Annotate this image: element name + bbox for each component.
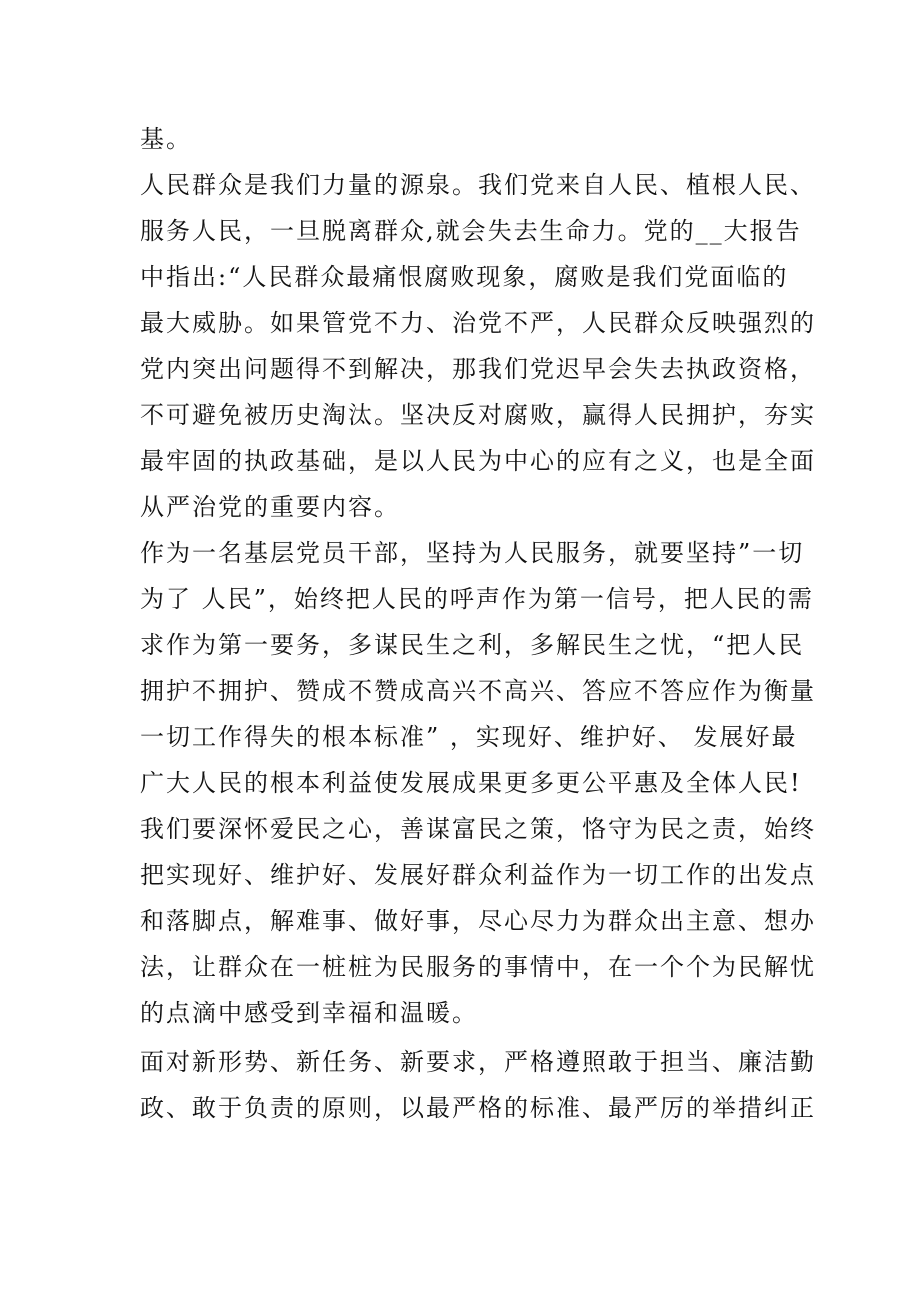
text-line: 面对新形势、新任务、新要求，严格遵照敢于担当、廉洁勤 [140, 1048, 816, 1076]
text-line: 不可避免被历史淘汰。坚决反对腐败，赢得人民拥护，夯实 [140, 401, 816, 429]
text-line: 拥护不拥护、赞成不赞成高兴不高兴、答应不答应作为衡量 [140, 677, 816, 705]
text-line: 服务人民，一旦脱离群众,就会失去生命力。党的__大报告 [140, 217, 802, 245]
text-line: 基。 [140, 125, 192, 153]
text-line: 最大威胁。如果管党不力、治党不严，人民群众反映强烈的 [140, 309, 816, 337]
text-line: 政、敢于负责的原则，以最严格的标准、最严厉的举措纠正 [140, 1094, 816, 1122]
text-line: 把实现好、维护好、发展好群众利益作为一切工作的出发点 [140, 861, 816, 889]
text-line: 最牢固的执政基础，是以人民为中心的应有之义，也是全面 [140, 447, 816, 475]
text-line: 我们要深怀爱民之心，善谋富民之策，恪守为民之责，始终 [140, 815, 816, 843]
text-line: 法，让群众在一桩桩为民服务的事情中，在一个个为民解忧 [140, 953, 816, 981]
text-line: 中指出:“人民群众最痛恨腐败现象，腐败是我们党面临的 [140, 263, 789, 291]
text-line: 从严治党的重要内容。 [140, 493, 400, 521]
text-line: 求作为第一要务，多谋民生之利，多解民生之忧，“把人民 [140, 631, 805, 659]
text-line: 为了 人民”，始终把人民的呼声作为第一信号，把人民的需 [140, 585, 814, 613]
text-line: 作为一名基层党员干部，坚持为人民服务，就要坚持”一切 [140, 539, 805, 567]
text-line: 广大人民的根本利益使发展成果更多更公平惠及全体人民! [140, 769, 802, 797]
text-line: 和落脚点，解难事、做好事，尽心尽力为群众出主意、想办 [140, 907, 816, 935]
text-line: 一切工作得失的根本标准” ，实现好、维护好、 发展好最 [140, 723, 798, 751]
document-body [140, 116, 816, 1131]
text-line: 人民群众是我们力量的源泉。我们党来自人民、植根人民、 [140, 171, 816, 199]
text-line: 的点滴中感受到幸福和温暖。 [140, 999, 478, 1027]
text-line: 党内突出问题得不到解决，那我们党迟早会失去执政资格， [140, 355, 816, 383]
